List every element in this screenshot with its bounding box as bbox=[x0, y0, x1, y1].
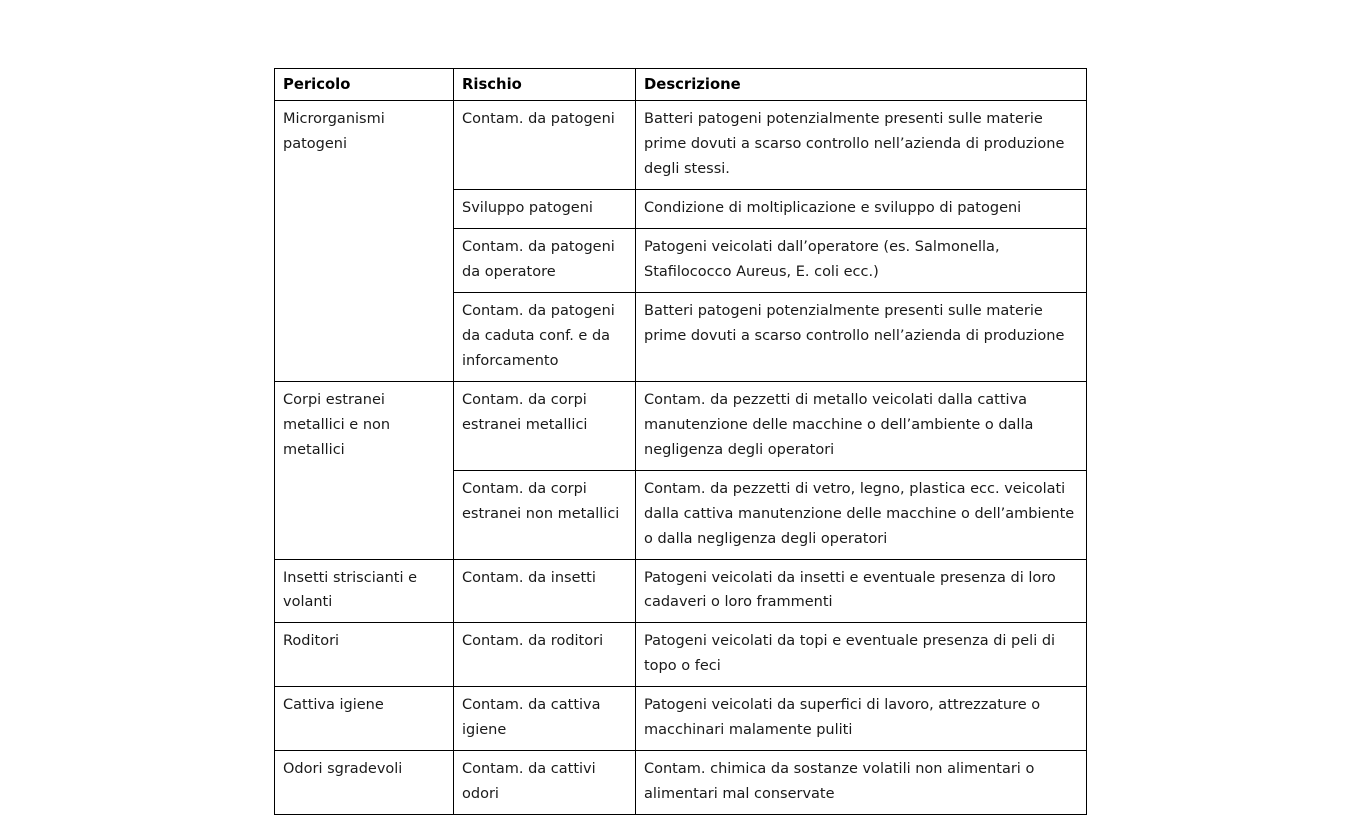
table-row bbox=[275, 623, 1087, 687]
cell-pericolo: Insetti striscianti e volanti bbox=[275, 559, 454, 623]
cell-rischio: Contam. da cattivi odori bbox=[454, 751, 636, 815]
cell-rischio: Contam. da patogeni bbox=[454, 101, 636, 190]
table-row bbox=[275, 381, 1087, 470]
table-row bbox=[275, 687, 1087, 751]
cell-descrizione: Patogeni veicolati da superfici di lavoro, attrezzature o macchinari malamente puliti bbox=[636, 687, 1087, 751]
cell-descrizione: Condizione di moltiplicazione e sviluppo di patogeni bbox=[636, 190, 1087, 229]
cell-rischio: Contam. da patogeni da operatore bbox=[454, 229, 636, 293]
hazard-risk-table-container bbox=[274, 68, 1086, 815]
cell-pericolo: Corpi estranei metallici e non metallici bbox=[275, 381, 454, 559]
cell-descrizione: Patogeni veicolati da topi e eventuale presenza di peli di topo o feci bbox=[636, 623, 1087, 687]
cell-descrizione: Contam. da pezzetti di metallo veicolati dalla cattiva manutenzione delle macchine o dell’ambiente o dalla negligenza degli operatori bbox=[636, 381, 1087, 470]
table-body bbox=[275, 101, 1087, 815]
cell-rischio: Contam. da insetti bbox=[454, 559, 636, 623]
cell-rischio: Contam. da corpi estranei non metallici bbox=[454, 470, 636, 559]
column-header-pericolo: Pericolo bbox=[275, 69, 454, 101]
cell-rischio: Sviluppo patogeni bbox=[454, 190, 636, 229]
cell-descrizione: Patogeni veicolati da insetti e eventuale presenza di loro cadaveri o loro frammenti bbox=[636, 559, 1087, 623]
cell-pericolo: Cattiva igiene bbox=[275, 687, 454, 751]
table-row bbox=[275, 751, 1087, 815]
cell-descrizione: Batteri patogeni potenzialmente presenti sulle materie prime dovuti a scarso controllo nell’azienda di produzione degli stessi. bbox=[636, 101, 1087, 190]
hazard-risk-table bbox=[274, 68, 1087, 815]
table-row bbox=[275, 559, 1087, 623]
column-header-descrizione: Descrizione bbox=[636, 69, 1087, 101]
cell-descrizione: Patogeni veicolati dall’operatore (es. Salmonella, Stafilococco Aureus, E. coli ecc.) bbox=[636, 229, 1087, 293]
cell-rischio: Contam. da corpi estranei metallici bbox=[454, 381, 636, 470]
cell-rischio: Contam. da roditori bbox=[454, 623, 636, 687]
table-header-row bbox=[275, 69, 1087, 101]
cell-pericolo: Odori sgradevoli bbox=[275, 751, 454, 815]
cell-rischio: Contam. da cattiva igiene bbox=[454, 687, 636, 751]
cell-rischio: Contam. da patogeni da caduta conf. e da inforcamento bbox=[454, 293, 636, 382]
cell-descrizione: Contam. da pezzetti di vetro, legno, plastica ecc. veicolati dalla cattiva manutenzione delle macchine o dell’ambiente o dalla negligenza degli operatori bbox=[636, 470, 1087, 559]
cell-pericolo: Microrganismi patogeni bbox=[275, 101, 454, 381]
cell-pericolo: Roditori bbox=[275, 623, 454, 687]
table-row bbox=[275, 101, 1087, 190]
table-header bbox=[275, 69, 1087, 101]
cell-descrizione: Contam. chimica da sostanze volatili non alimentari o alimentari mal conservate bbox=[636, 751, 1087, 815]
column-header-rischio: Rischio bbox=[454, 69, 636, 101]
cell-descrizione: Batteri patogeni potenzialmente presenti sulle materie prime dovuti a scarso controllo nell’azienda di produzione bbox=[636, 293, 1087, 382]
